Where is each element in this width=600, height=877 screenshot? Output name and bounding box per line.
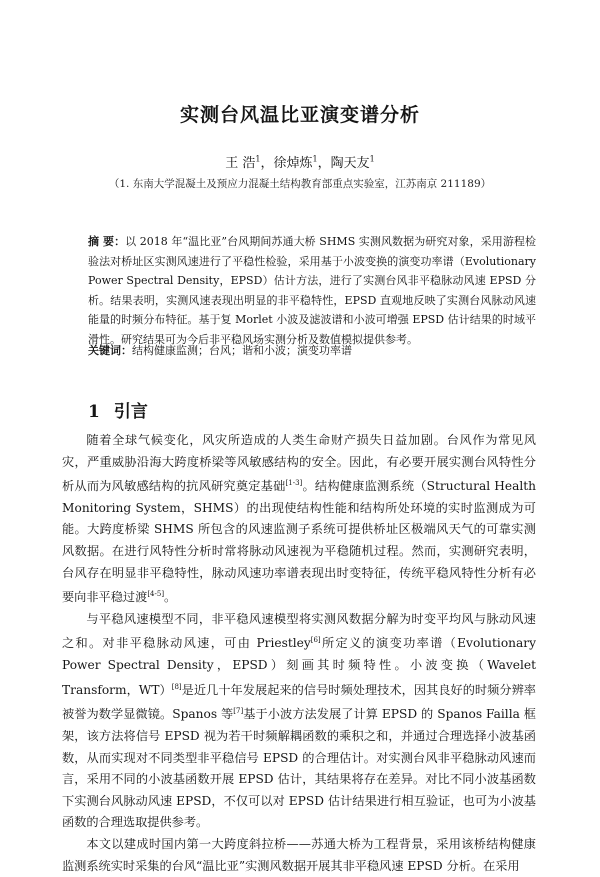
text-run: 所定义的演变功率谱（Evolutionary Power Spectral Density，EPSD）刻画其时频特性。小波变换（Wavelet Transform，WT） [62,636,536,697]
section-heading [88,397,148,422]
citation: [1-3] [285,479,303,488]
author-list [0,152,600,171]
text-run: 是近几十年发展起来的信号时频处理技术，因其良好的时频分辨率被誉为数学显微镜。Spanos 等 [62,682,536,722]
author-separator: ， [260,156,274,171]
text-run: 。结构健康监测系统（Structural Health Monitoring System，SHMS）的出现使结构性能和结构所处环境的实时监测成为可能。大跨度桥梁 SHMS 所包含的风速监测子系统可提供桥址区极端风天气的可靠实测风数据。在进行风特性分析时常将脉动风速视为平稳随机过程。然而，实测研究表明，台风存在明显非平稳特性，脉动风速功率谱表现出时变特征，传统平稳风特性分析有必要向非平稳过渡 [62,479,536,605]
author-name: 陶天友 [330,156,370,171]
text-run: 本文以建成时国内第一大跨度斜拉桥——苏通大桥为工程背景，采用该桥结构健康监测系统实时采集的台风“温比亚”实测风数据开展其非平稳风速 EPSD 分析。在采用 [62,837,536,873]
author-separator: ， [317,156,331,171]
paragraph [62,430,536,609]
affiliation: （1. 东南大学混凝土及预应力混凝土结构教育部重点实验室，江苏南京 211189） [108,178,492,190]
citation: [8] [171,682,182,691]
author-name: 王 浩 [225,156,256,171]
text-run: 随着全球气候变化，风灾所造成的人类生命财产损失日益加剧。台风作为常见风灾，严重威胁沿海大跨度桥梁等风敏感结构的安全。因此，有必要开展实测台风特性分析从而为风敏感结构的抗风研究奠定基础 [62,433,536,494]
abstract-text: 以 2018 年“温比亚”台风期间苏通大桥 SHMS 实测风数据为研究对象，采用游程检验法对桥址区实测风速进行了平稳性检验，采用基于小波变换的演变功率谱（Evolutionary Power Spectral Density，EPSD）估计方法，进行了实测台风非平稳脉动风速 EPSD 分析。结果表明，实测风速表现出明显的非平稳特性，EPSD 直观地反映了实测台风脉动风速能量的时频分布特征。基于复 Morlet 小波及滤波谱和小波可增强 EPSD 估计结果的时域平滑性。研究结果可为今后非平稳风场实测分析及数值模拟提供参考。 [88,235,536,346]
keywords-text: 结构健康监测；台风；谐和小波；演变功率谱 [132,344,352,357]
paragraph [62,609,536,834]
abstract [88,232,536,349]
keywords [88,341,536,361]
citation: [7] [233,707,244,716]
author-affil-mark: 1 [312,154,318,164]
citation: [6] [310,636,321,645]
keywords-label: 关键词： [88,344,132,357]
author-affil-mark: 1 [255,154,261,164]
paper-title: 实测台风温比亚演变谱分析 [179,104,420,126]
author-affil-mark: 1 [369,154,375,164]
text-run: 。 [164,590,177,605]
section-number: 1 [88,402,100,422]
text-run: 基于小波方法发展了计算 EPSD 的 Spanos Failla 框架，该方法将信号 EPSD 视为若干时频解耦函数的乘积之和，并通过合理选择小波基函数，从而实现对不同类型非平稳信号 EPSD 的合理估计。对实测台风非平稳脉动风速而言，采用不同的小波基函数开展 EPSD 估计，其结果将存在差异。对比不同小波基函数下实测台风脉动风速 EPSD，不仅可以对 EPSD 估计结果进行相互验证，也可为小波基函数的合理选取提供参考。 [62,707,536,830]
citation: [4-5] [147,590,165,599]
paragraph [62,834,536,877]
body-text [62,430,536,877]
author-name: 徐焯炼 [273,156,313,171]
section-title: 引言 [113,402,148,422]
text-run: 与平稳风速模型不同，非平稳风速模型将实测风数据分解为时变平均风与脉动风速之和。对非平稳脉动风速，可由 Priestley [62,611,536,651]
abstract-label: 摘 要： [88,235,126,248]
